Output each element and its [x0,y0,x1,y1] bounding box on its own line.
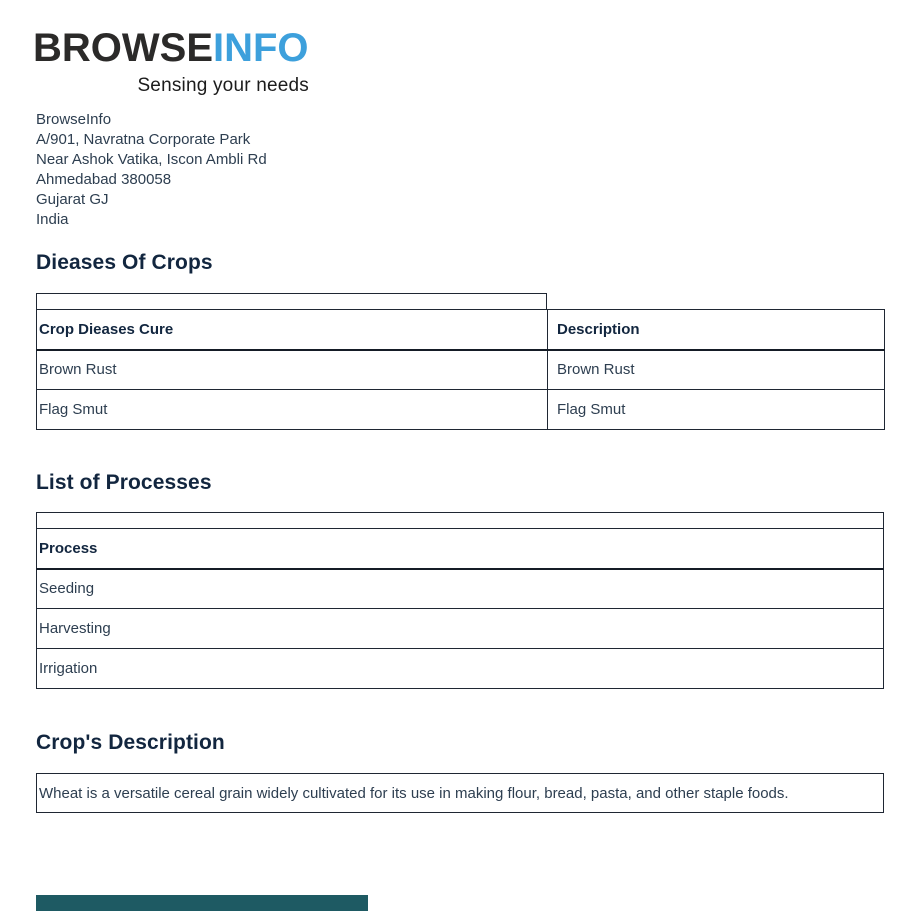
processes-table-spacer-row [36,512,884,528]
table-cell: Flag Smut [37,390,548,430]
address-company-name: BrowseInfo [36,111,112,128]
crop-description-text: Wheat is a versatile cereal grain widely cultivated for its use in making flour, bread, pasta, and other staple foods. [39,784,789,802]
table-row [37,609,884,649]
processes-table-grid [36,528,884,689]
company-logo [33,28,309,97]
diseases-header-cure: Crop Dieases Cure [37,310,548,350]
section-title-diseases: Dieases Of Crops [36,251,213,274]
table-cell: Harvesting [37,609,884,649]
diseases-table-grid [36,309,885,430]
address-street2: Near Ashok Vatika, Iscon Ambli Rd [36,151,267,168]
table-cell: Brown Rust [548,350,885,390]
table-header-row [37,310,885,350]
diseases-table [36,293,884,430]
table-row [37,649,884,689]
section-title-description: Crop's Description [36,731,225,754]
logo-wordmark [33,28,309,68]
diseases-table-spacer-row [36,293,547,309]
logo-brand-secondary: INFO [213,26,309,70]
table-cell: Irrigation [37,649,884,689]
table-cell: Seeding [37,569,884,609]
logo-brand-primary: BROWSE [33,26,213,70]
footer-color-bar [36,895,368,911]
processes-header-process: Process [37,529,884,569]
table-row [37,390,885,430]
section-title-processes: List of Processes [36,471,212,494]
address-street: A/901, Navratna Corporate Park [36,131,251,148]
table-row [37,350,885,390]
table-header-row [37,529,884,569]
address-city-zip: Ahmedabad 380058 [36,171,172,188]
crop-description-box [36,773,884,813]
company-address [36,110,267,230]
logo-tagline: Sensing your needs [137,75,309,96]
table-cell: Brown Rust [37,350,548,390]
diseases-header-description: Description [548,310,885,350]
address-state: Gujarat GJ [36,191,109,208]
table-row [37,569,884,609]
processes-table [36,512,884,689]
table-cell: Flag Smut [548,390,885,430]
address-country: India [36,211,69,228]
